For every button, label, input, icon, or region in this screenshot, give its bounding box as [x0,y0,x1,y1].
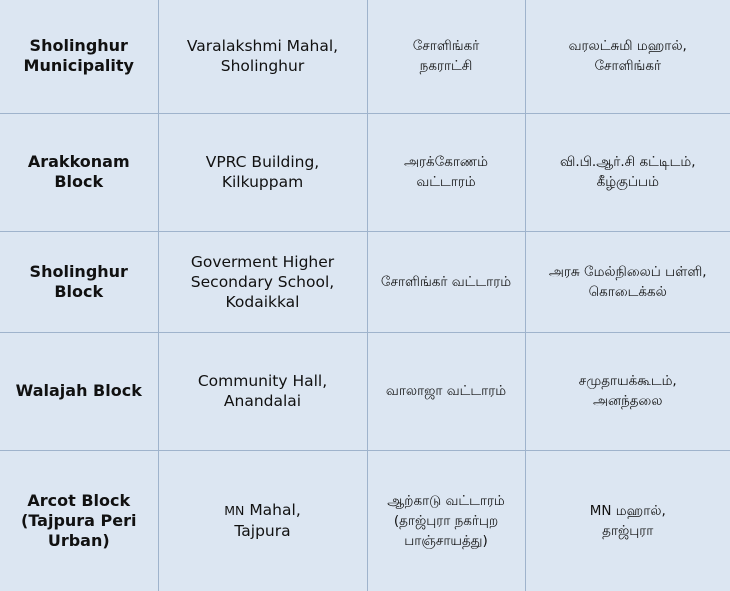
venue-tamil-cell: MN மஹால், தாஜ்புரா [525,450,730,591]
venue-english-cell: MN Mahal, Tajpura [158,450,367,591]
venue-prefix: MN [224,503,245,519]
place-name-cell: Sholinghur Block [0,231,158,332]
place-tamil-cell: ஆற்காடு வட்டாரம் (தாஜ்புரா நகர்புற பாஞ்சாயத்து) [367,450,525,591]
table-row [0,231,730,332]
place-name-cell: Walajah Block [0,332,158,450]
venue-tamil-cell: சமுதாயக்கூடம், அனந்தலை [525,332,730,450]
place-tamil-cell: அரக்கோணம் வட்டாரம் [367,113,525,231]
venue-english-cell: Goverment Higher Secondary School, Kodaikkal [158,231,367,332]
venue-english-cell: Varalakshmi Mahal, Sholinghur [158,0,367,113]
place-tamil-cell: சோளிங்கர் நகராட்சி [367,0,525,113]
place-tamil-cell: வாலாஜா வட்டாரம் [367,332,525,450]
place-name-cell: Arakkonam Block [0,113,158,231]
table-row [0,450,730,591]
place-name-cell: Sholinghur Municipality [0,0,158,113]
place-name-cell: Arcot Block (Tajpura Peri Urban) [0,450,158,591]
venue-english-cell: Community Hall, Anandalai [158,332,367,450]
venue-tamil-cell: வரலட்சுமி மஹால், சோளிங்கர் [525,0,730,113]
venue-tamil-cell: வி.பி.ஆர்.சி கட்டிடம், கீழ்குப்பம் [525,113,730,231]
table-row [0,113,730,231]
table-row [0,0,730,113]
place-tamil-cell: சோளிங்கர் வட்டாரம் [367,231,525,332]
table-row [0,332,730,450]
venue-tamil-cell: அரசு மேல்நிலைப் பள்ளி, கொடைக்கல் [525,231,730,332]
venue-english-cell: VPRC Building, Kilkuppam [158,113,367,231]
